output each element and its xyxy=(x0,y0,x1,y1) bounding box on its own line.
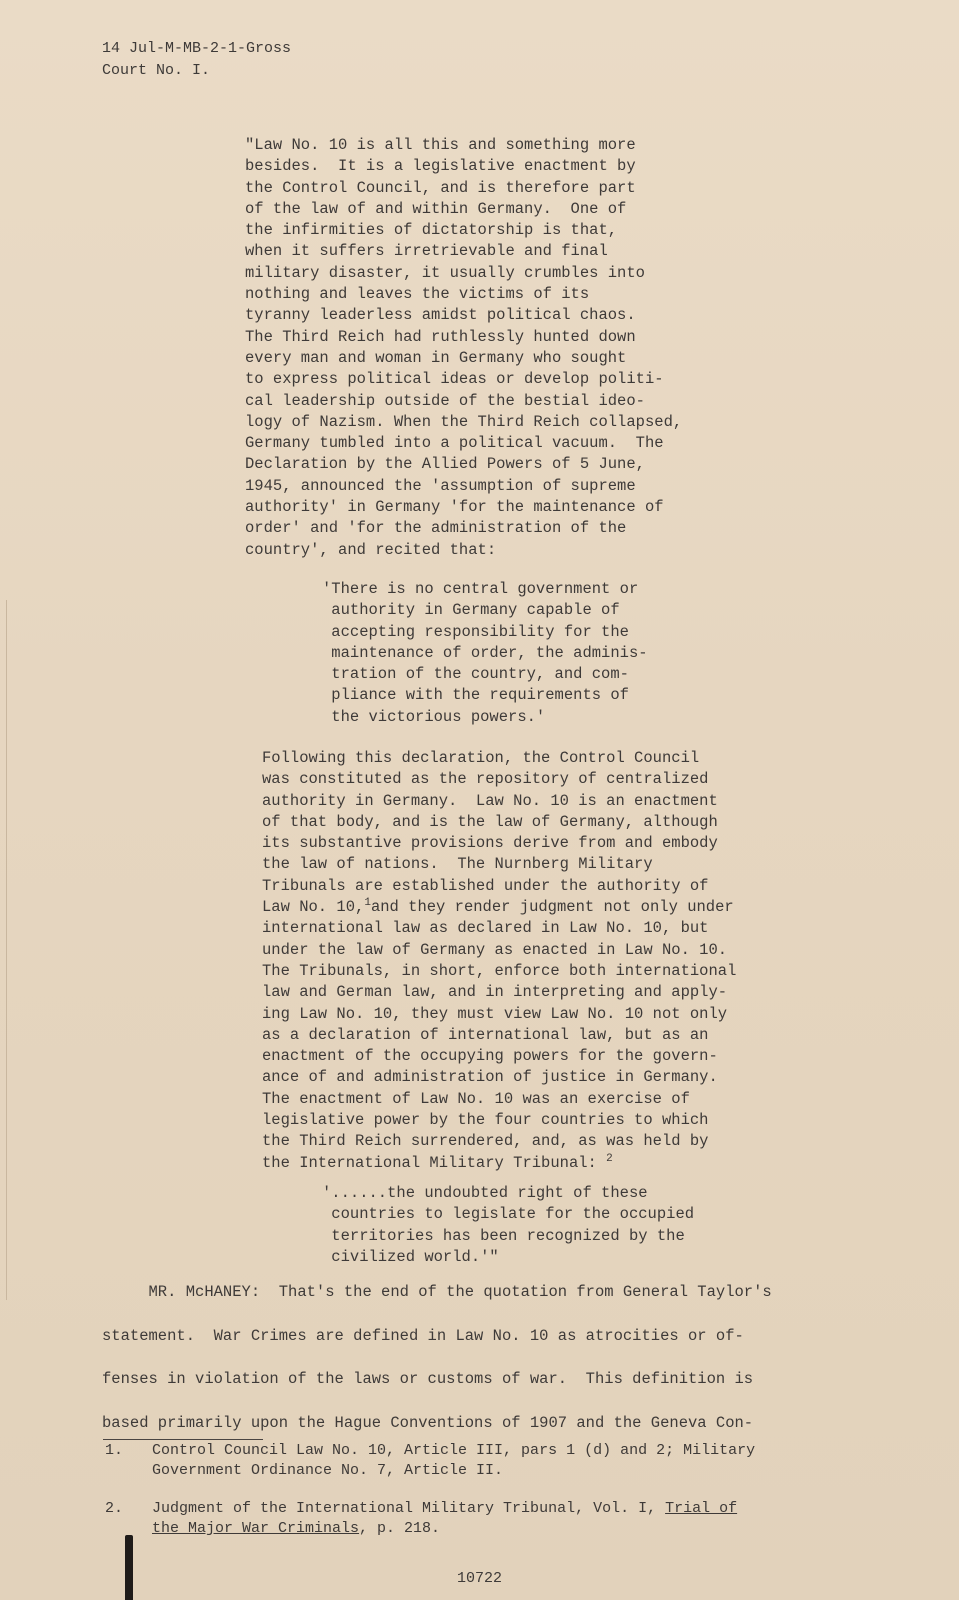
quote-line: the victorious powers.' xyxy=(322,707,546,726)
footnote-line: Control Council Law No. 10, Article III, pars 1 (d) and 2; Military xyxy=(152,1442,756,1459)
paragraph-line-with-footnote-2 xyxy=(262,1153,736,1174)
paragraph-line: enactment of the occupying powers for the govern- xyxy=(262,1047,718,1066)
quotation-main xyxy=(245,135,682,561)
footnote-title-part: the Major War Criminals xyxy=(152,1520,360,1537)
footnote-line-text: Judgment of the International Military Tribunal, Vol. I, xyxy=(152,1500,666,1517)
paragraph-line: ance of and administration of justice in Germany. xyxy=(262,1068,718,1087)
footnote-divider xyxy=(103,1439,263,1440)
quote-line: order' and 'for the administration of the xyxy=(245,519,627,538)
footnote-line: Government Ordinance No. 7, Article II. xyxy=(152,1462,504,1479)
footnote-line xyxy=(152,1519,737,1539)
paragraph-line: legislative power by the four countries to which xyxy=(262,1111,709,1130)
paragraph-line: its substantive provisions derive from and embody xyxy=(262,834,718,853)
testimony-body xyxy=(102,1271,772,1446)
quote-line: besides. It is a legislative enactment by xyxy=(245,157,636,176)
footnote-2 xyxy=(105,1499,755,1539)
quotation-nested-imt xyxy=(322,1183,694,1268)
quote-line: when it suffers irretrievable and final xyxy=(245,242,608,261)
page-header xyxy=(102,38,291,82)
quote-line: the infirmities of dictatorship is that, xyxy=(245,221,618,240)
quote-line: country', and recited that: xyxy=(245,540,497,559)
quote-line: countries to legislate for the occupied xyxy=(322,1205,695,1224)
quote-line: territories has been recognized by the xyxy=(322,1226,685,1245)
quote-line: '......the undoubted right of these xyxy=(322,1184,648,1202)
quote-line: Germany tumbled into a political vacuum. The xyxy=(245,434,664,453)
paragraph-line: Following this declaration, the Control Council xyxy=(262,749,700,767)
quote-line: tyranny leaderless amidst political chaos. xyxy=(245,306,636,325)
quote-line: logy of Nazism. When the Third Reich collapsed, xyxy=(245,412,683,431)
footnote-1 xyxy=(105,1441,755,1481)
line-text: and they render judgment not only under xyxy=(370,898,734,917)
quote-line: cal leadership outside of the bestial ideo- xyxy=(245,391,645,410)
quotation-paragraph-two xyxy=(262,748,736,1174)
body-line: fenses in violation of the laws or customs of war. This definition is xyxy=(102,1370,754,1389)
quote-line: Declaration by the Allied Powers of 5 June, xyxy=(245,455,645,474)
footnote-line xyxy=(152,1499,737,1519)
quote-line: every man and woman in Germany who sought xyxy=(245,348,627,367)
quote-line: the Control Council, and is therefore part xyxy=(245,178,636,197)
page-number: 10722 xyxy=(456,1570,502,1587)
paragraph-line: of that body, and is the law of Germany, although xyxy=(262,812,718,831)
paragraph-line: as a declaration of international law, but as an xyxy=(262,1025,709,1044)
quote-line: nothing and leaves the victims of its xyxy=(245,285,590,304)
body-line: MR. McHANEY: That's the end of the quotation from General Taylor's xyxy=(102,1283,772,1301)
quote-line: civilized world.'" xyxy=(322,1247,499,1266)
quote-line: to express political ideas or develop politi- xyxy=(245,370,664,389)
margin-ink-mark xyxy=(125,1535,133,1600)
footnote-text xyxy=(152,1441,755,1481)
body-line: statement. War Crimes are defined in Law No. 10 as atrocities or of- xyxy=(102,1326,744,1345)
quote-line: accepting responsibility for the xyxy=(322,622,629,641)
quote-line: of the law of and within Germany. One of xyxy=(245,199,627,218)
quote-line: maintenance of order, the adminis- xyxy=(322,643,648,662)
footnote-line-text: , p. 218. xyxy=(359,1520,441,1537)
quote-line: 1945, announced the 'assumption of supreme xyxy=(245,476,636,495)
paragraph-line: ing Law No. 10, they must view Law No. 10 not only xyxy=(262,1004,728,1023)
quote-line: The Third Reich had ruthlessly hunted down xyxy=(245,327,636,346)
paragraph-line: the law of nations. The Nurnberg Military xyxy=(262,855,653,874)
quote-line: authority in Germany capable of xyxy=(322,601,620,620)
line-text: Law No. 10, xyxy=(262,898,365,917)
paragraph-line: law and German law, and in interpreting and apply- xyxy=(262,983,728,1002)
quote-line: authority' in Germany 'for the maintenance of xyxy=(245,498,664,517)
footnote-title-part: Trial of xyxy=(665,1500,738,1517)
footnote-ref-2: 2 xyxy=(606,1152,613,1165)
paragraph-line: The Tribunals, in short, enforce both international xyxy=(262,961,737,980)
paragraph-line: Tribunals are established under the authority of xyxy=(262,876,709,895)
body-line: based primarily upon the Hague Conventions of 1907 and the Geneva Con- xyxy=(102,1414,754,1433)
header-session-line: 14 Jul-M-MB-2-1-Gross xyxy=(102,40,292,57)
quote-line: tration of the country, and com- xyxy=(322,665,629,684)
footnote-ref-1: 1 xyxy=(364,897,371,910)
footnote-number: 1. xyxy=(105,1442,124,1459)
paragraph-line: the Third Reich surrendered, and, as was held by xyxy=(262,1132,709,1151)
paragraph-line: international law as declared in Law No. 10, but xyxy=(262,919,709,938)
header-court-line: Court No. I. xyxy=(102,62,211,79)
quote-line: "Law No. 10 is all this and something more xyxy=(245,136,636,154)
footnote-number: 2. xyxy=(105,1500,124,1517)
footnotes xyxy=(105,1441,755,1557)
line-text: the International Military Tribunal: xyxy=(262,1153,607,1172)
paragraph-line: The enactment of Law No. 10 was an exercise of xyxy=(262,1089,690,1108)
quote-line: military disaster, it usually crumbles into xyxy=(245,263,645,282)
paragraph-line: under the law of Germany as enacted in Law No. 10. xyxy=(262,940,728,959)
paragraph-line: authority in Germany. Law No. 10 is an enactment xyxy=(262,791,718,810)
quotation-nested-declaration xyxy=(322,579,648,728)
paragraph-line: was constituted as the repository of centralized xyxy=(262,770,709,789)
quote-line: 'There is no central government or xyxy=(322,580,639,598)
footnote-text xyxy=(152,1499,737,1539)
paragraph-line-with-footnote-1 xyxy=(262,897,736,918)
paper-crease xyxy=(0,600,7,1300)
quote-line: pliance with the requirements of xyxy=(322,686,629,705)
